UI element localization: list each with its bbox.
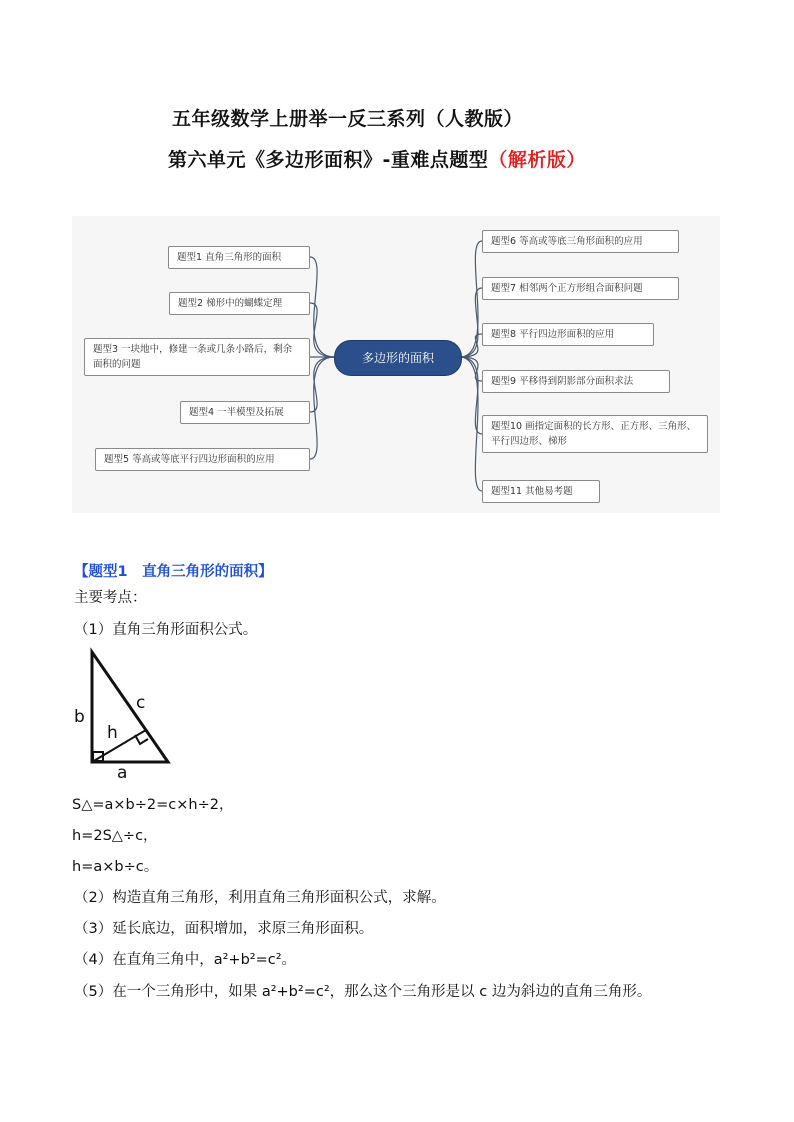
label-a: a [117, 763, 128, 782]
subtitle-red: （解析版） [488, 149, 586, 171]
topic-1-box: 题型1 直角三角形的面积 [168, 246, 310, 269]
topic-3-box: 题型3 一块地中，修建一条或几条小路后，剩余面积的问题 [84, 338, 310, 376]
section-title: 【题型1 直角三角形的面积】 [74, 564, 273, 580]
right-triangle-figure [66, 646, 186, 782]
mind-map [72, 216, 720, 513]
topic-2-box: 题型2 梯形中的蝴蝶定理 [169, 292, 310, 315]
point-2: （2）构造直角三角形，利用直角三角形面积公式，求解。 [74, 890, 446, 906]
topic-4-box: 题型4 一半模型及拓展 [180, 401, 310, 424]
topic-9-box: 题型9 平移得到阴影部分面积求法 [482, 370, 670, 393]
formula-3: h=a×b÷c。 [72, 859, 159, 875]
topic-6-box: 题型6 等高或等底三角形面积的应用 [482, 230, 679, 253]
label-b: b [74, 707, 85, 727]
point-1: （1）直角三角形面积公式。 [74, 622, 258, 638]
formula-2: h=2S△÷c， [72, 828, 158, 844]
point-4: （4）在直角三角中，a²+b²=c²。 [74, 952, 297, 968]
topic-5-box: 题型5 等高或等底平行四边形面积的应用 [95, 448, 310, 471]
topic-10-box: 题型10 画指定面积的长方形、正方形、三角形、平行四边形、梯形 [482, 415, 708, 453]
formula-1: S△=a×b÷2=c×h÷2， [72, 797, 234, 813]
point-3: （3）延长底边，面积增加，求原三角形面积。 [74, 921, 374, 937]
document-subtitle [168, 145, 586, 172]
key-points-label: 主要考点： [74, 590, 147, 606]
document-title: 五年级数学上册举一反三系列（人教版） [172, 108, 524, 130]
label-h: h [107, 723, 118, 743]
mind-map-center: 多边形的面积 [334, 340, 462, 376]
label-c: c [136, 693, 146, 713]
topic-8-box: 题型8 平行四边形面积的应用 [482, 323, 654, 346]
topic-7-box: 题型7 相邻两个正方形组合面积问题 [482, 277, 679, 300]
topic-11-box: 题型11 其他易考题 [482, 480, 600, 503]
point-5: （5）在一个三角形中，如果 a²+b²=c²，那么这个三角形是以 c 边为斜边的直角三角形。 [74, 984, 652, 1000]
subtitle-main: 第六单元《多边形面积》-重难点题型 [168, 149, 489, 171]
